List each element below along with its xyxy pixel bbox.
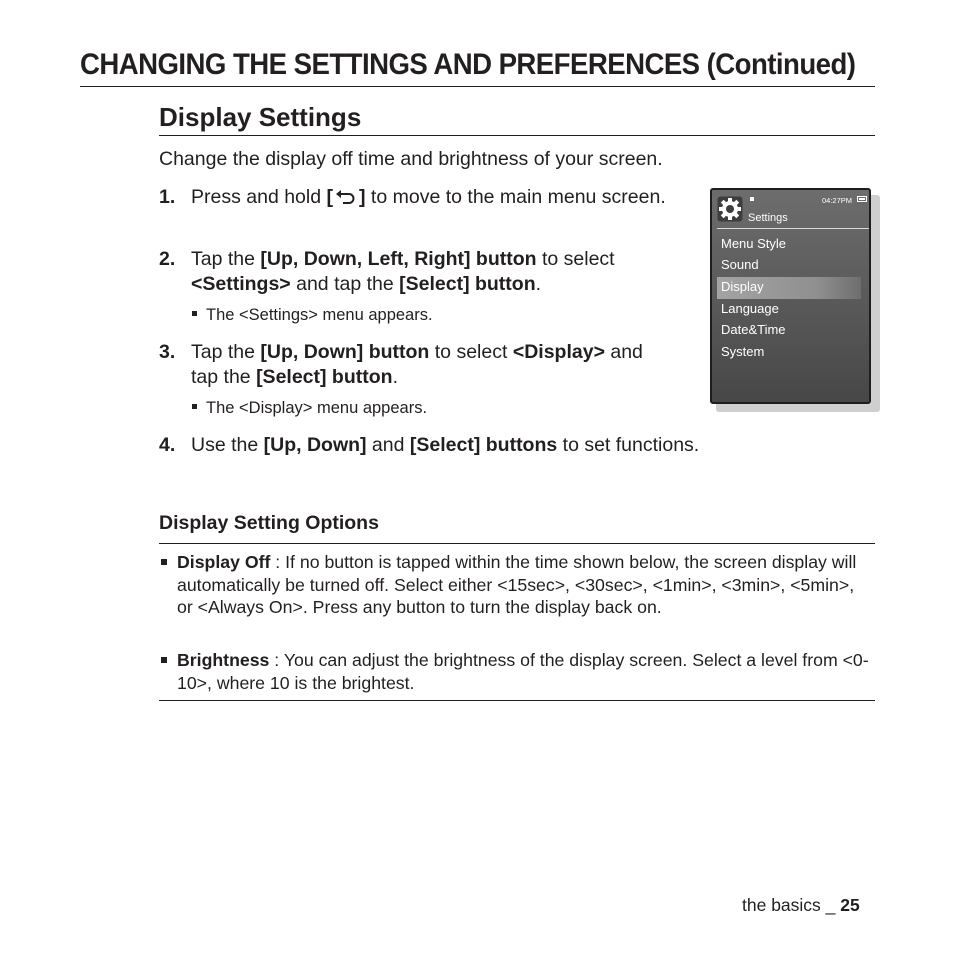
step-number: 1. [159, 186, 176, 208]
section-title: Display Settings [159, 102, 362, 132]
options-rule [159, 543, 875, 544]
bullet [161, 657, 167, 663]
step-3 [159, 340, 699, 390]
step-text: Press and hold [ ] to move to the main menu screen. [191, 186, 666, 208]
option-brightness [159, 649, 871, 695]
menu-item-date-time[interactable]: Date&Time [721, 322, 786, 337]
options-end-rule [159, 700, 875, 701]
step-2 [159, 247, 699, 297]
step-text: Use the [Up, Down] and [Select] buttons to set functions. [191, 434, 700, 456]
page-heading: CHANGING THE SETTINGS AND PREFERENCES (Continued) [80, 48, 856, 81]
battery-icon [857, 196, 867, 202]
menu-item-language[interactable]: Language [721, 301, 779, 316]
menu-item-display[interactable]: Display [721, 279, 764, 294]
page-number: 25 [840, 895, 860, 915]
screen-title: Settings [748, 212, 788, 224]
intro-text: Change the display off time and brightness of your screen. [159, 148, 663, 170]
heading-rule [80, 86, 875, 87]
step-1 [159, 185, 699, 235]
step-4 [159, 433, 859, 458]
gear-icon [717, 196, 743, 222]
step-number: 4. [159, 434, 176, 456]
option-text: Brightness : You can adjust the brightness of the display screen. Select a level from <0-10>, where 10 is the brightest. [177, 650, 869, 693]
menu-item-menu-style[interactable]: Menu Style [721, 236, 787, 251]
screen-header [712, 190, 869, 228]
page-footer: the basics _ 25 [742, 895, 860, 915]
clock-readout: 04:27PM [822, 196, 853, 205]
menu-item-sound[interactable]: Sound [721, 257, 759, 272]
device-screen [710, 188, 871, 404]
step-text: Tap the [Up, Down] button to select <Display> and tap the [Select] button. [191, 341, 643, 388]
section-rule [159, 135, 875, 136]
status-dot [750, 197, 754, 201]
option-display-off [159, 551, 871, 641]
step-number: 3. [159, 341, 176, 363]
step-number: 2. [159, 248, 176, 270]
options-title: Display Setting Options [159, 512, 379, 534]
bullet [161, 559, 167, 565]
note-display: The <Display> menu appears. [192, 399, 427, 418]
menu-item-system[interactable]: System [721, 344, 765, 359]
screen-divider [717, 228, 869, 229]
step-text: Tap the [Up, Down, Left, Right] button to select <Settings> and tap the [Select] button. [191, 248, 615, 295]
note-settings: The <Settings> menu appears. [192, 306, 433, 325]
back-arrow-icon [335, 189, 357, 205]
option-text: Display Off : If no button is tapped within the time shown below, the screen display will automatically be turned off. Select either <15sec>, <30sec>, <1min>, <3min>, <5min>, or <Always On>. Press any button to turn the display back on. [177, 552, 857, 617]
